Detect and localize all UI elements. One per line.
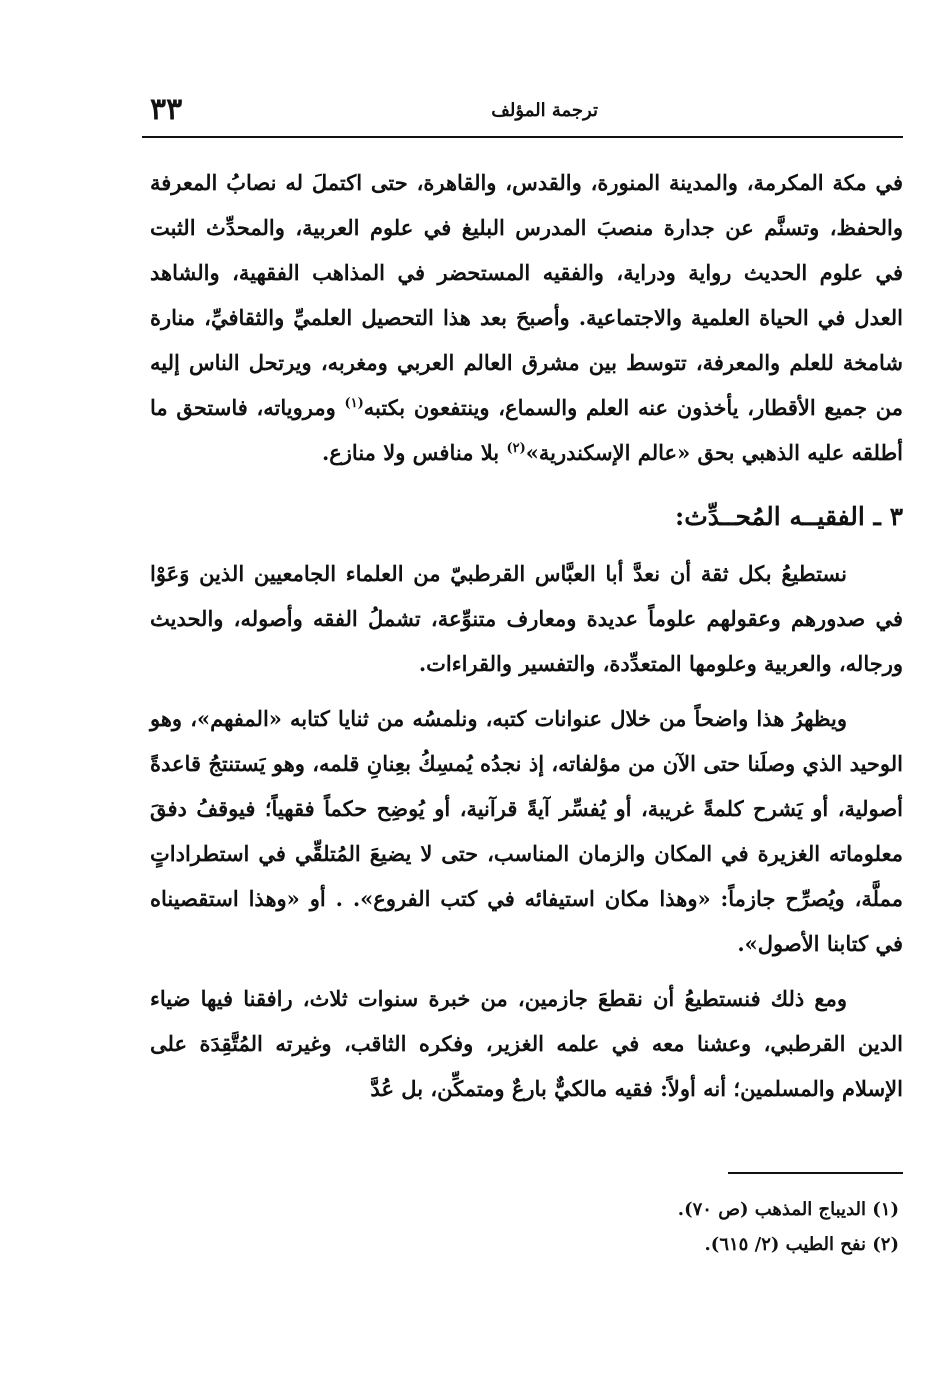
footnote-ref-2[interactable]: (٢) (506, 441, 526, 456)
footnote-ref-1[interactable]: (١) (344, 396, 364, 411)
footnotes (678, 1192, 899, 1262)
paragraph-1 (150, 160, 903, 475)
paragraph-3: ويظهرُ هذا واضحاً من خلال عنوانات كتبه، ونلمسُه من ثنايا كتابه «المفهم»، وهو الوحيد الذي وصلَنا حتى الآن من مؤلفاته، إذ نجدُه يُمسِكُ بعِنانِ قلمه، وهو يَستنتجُ قاعدةً أصولية، أو يَشرح كلمةً غريبة، أو يُفسِّر آيةً قرآنية، أو يُوضِح حكماً فقهياً؛ فيوقفُ دفقَ معلوماته الغزيرة في المكان والزمان المناسب، حتى لا يضيعَ المُتلقِّي في استطراداتٍ مملَّة، ويُصرِّح جازماً: «وهذا مكان استيفائه في كتب الفروع». . أو «وهذا استقصيناه في كتابنا الأصول». (150, 706, 903, 956)
paragraph-4: ومع ذلك فنستطيعُ أن نقطعَ جازمين، من خبرة سنوات ثلاث، رافقنا فيها ضياء الدين القرطبي، وعشنا معه في علمه الغزير، وفكره الثاقب، وغيرته المُتَّقِدَة على الإسلام والمسلمين؛ أنه أولاً: فقيه مالكيٌّ بارعٌ ومتمكِّن، بل عُدَّ (150, 986, 903, 1101)
paragraph-1-part-1: في مكة المكرمة، والمدينة المنورة، والقدس، والقاهرة، حتى اكتملَ له نصابُ المعرفة والحفظ، وتسنَّم عن جدارة منصبَ المدرس البليغ في علوم العربية، والمحدِّث الثبت في علوم الحديث رواية ودراية، والفقيه المستحضر في المذاهب الفقهية، والشاهد العدل في الحياة العلمية والاجتماعية. وأصبحَ بعد هذا التحصيل العلميِّ والثقافيِّ، منارة شامخة للعلم والمعرفة، تتوسط بين مشرق العالم العربي ومغربه، ويرتحل الناس إليه من جميع الأقطار، يأخذون عنه العلم والسماع، وينتفعون بكتبه (150, 170, 904, 420)
footnote-2: (٢) نفح الطيب (٢/ ٦١٥). (704, 1234, 899, 1255)
paragraph-2: نستطيعُ بكل ثقة أن نعدَّ أبا العبَّاس القرطبيّ من العلماء الجامعيين الذين وَعَوْا في صدورهم وعقولهم علوماً عديدة ومعارف متنوِّعة، تشملُ الفقه وأصوله، والحديث ورجاله، والعربية وعلومها المتعدِّدة، والتفسير والقراءات. (150, 561, 903, 676)
paragraph-1-part-3: بلا منافس ولا منازع. (321, 440, 507, 465)
header-rule (142, 136, 903, 138)
running-header (142, 92, 903, 132)
body-text (150, 160, 903, 1111)
running-title: ترجمة المؤلف (491, 100, 598, 121)
page-number: ٣٣ (150, 92, 183, 127)
section-heading: ٣ ـ الفقيــه المُحــدِّث: (674, 502, 903, 531)
footnote-1: (١) الديباج المذهب (ص ٧٠). (677, 1199, 899, 1220)
footnote-rule (728, 1172, 903, 1174)
paragraph-1-part-2: ومروياته، فاستحق ما أطلقه عليه الذهبي بحق «عالم الإسكندرية» (150, 395, 903, 465)
